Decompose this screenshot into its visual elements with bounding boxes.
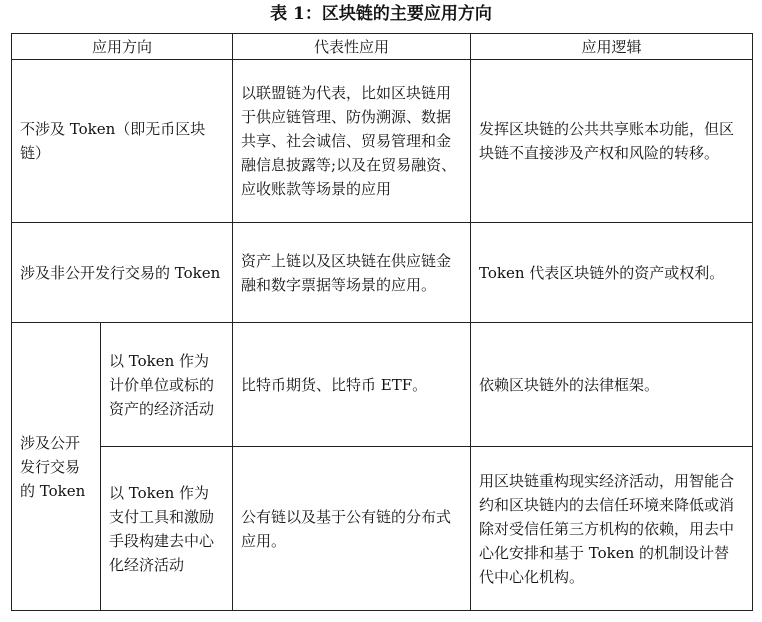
sub-direction-cell	[101, 323, 233, 447]
direction-cell	[12, 60, 233, 223]
table-row	[12, 60, 753, 223]
applications-text: 公有链以及基于公有链的分布式应用。	[241, 507, 452, 550]
applications-text: 资产上链以及区块链在供应链金融和数字票据等场景的应用。	[241, 251, 452, 294]
direction-text: 涉及非公开发行交易的 Token	[20, 263, 221, 282]
direction-cell	[12, 223, 233, 323]
table-header-row	[12, 34, 753, 60]
applications-text: 比特币期货、比特币 ETF。	[241, 375, 428, 394]
header-direction: 应用方向	[12, 34, 233, 60]
table-row	[12, 447, 753, 611]
group-direction-cell	[12, 323, 101, 611]
applications-cell	[233, 223, 471, 323]
logic-cell	[471, 223, 753, 323]
logic-cell	[471, 60, 753, 223]
logic-text: 发挥区块链的公共共享账本功能，但区块链不直接涉及产权和风险的转移。	[479, 120, 735, 162]
table-caption: 表 1：区块链的主要应用方向	[270, 4, 492, 24]
logic-cell	[471, 323, 753, 447]
header-applications: 代表性应用	[233, 34, 471, 60]
direction-text: 不涉及 Token（即无币区块链）	[20, 120, 206, 162]
sub-direction-text: 以 Token 作为计价单位或标的资产的经济活动	[109, 351, 215, 418]
applications-cell	[233, 447, 471, 611]
applications-cell	[233, 323, 471, 447]
applications-text: 以联盟链为代表，比如区块链用于供应链管理、防伪溯源、数据共享、社会诚信、贸易管理和金融信息披露等;以及在贸易融资、应收账款等场景的应用	[241, 84, 457, 198]
table-row	[12, 223, 753, 323]
sub-direction-cell	[101, 447, 233, 611]
sub-direction-text: 以 Token 作为支付工具和激励手段构建去中心化经济活动	[109, 483, 215, 574]
table-row	[12, 323, 753, 447]
header-logic: 应用逻辑	[471, 34, 753, 60]
logic-text: 用区块链重构现实经济活动，用智能合约和区块链内的去信任环境来降低或消除对受信任第三方机构的依赖，用去中心化安排和基于 Token 的机制设计替代中心化机构。	[479, 471, 735, 586]
application-directions-table	[11, 33, 753, 611]
group-direction-text: 涉及公开发行交易的 Token	[20, 433, 86, 500]
logic-cell	[471, 447, 753, 611]
logic-text: Token 代表区块链外的资产或权利。	[479, 263, 725, 282]
applications-cell	[233, 60, 471, 223]
logic-text: 依赖区块链外的法律框架。	[479, 375, 660, 394]
